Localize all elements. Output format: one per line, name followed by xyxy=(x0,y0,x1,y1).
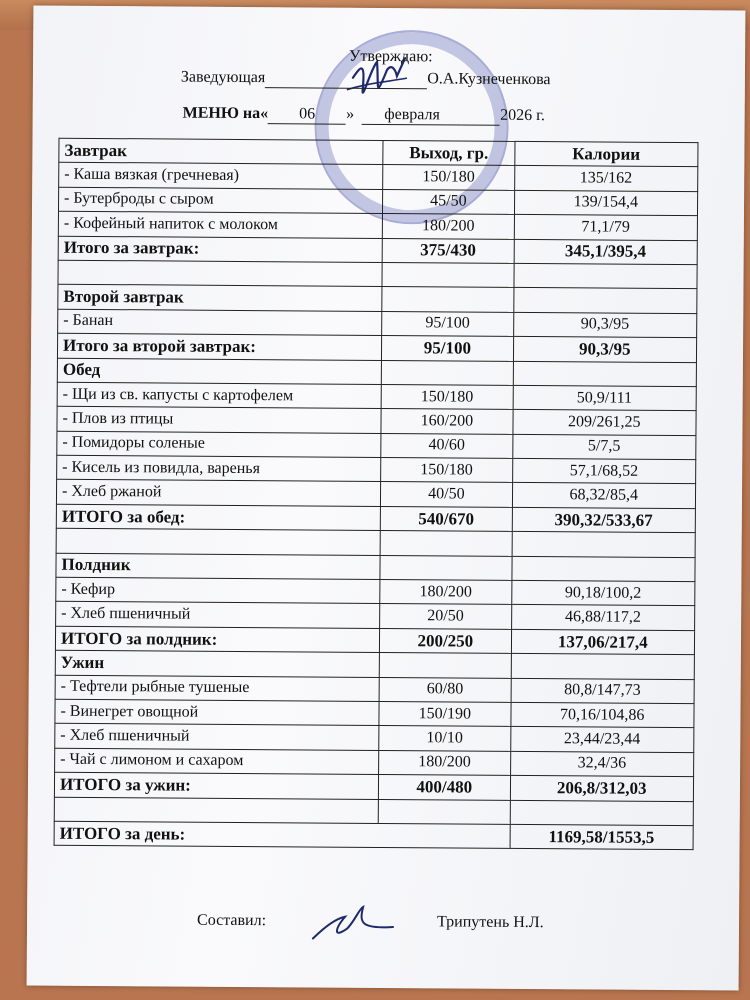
dish-calories: 1169,58/1553,5 xyxy=(510,824,694,850)
menu-table xyxy=(54,138,699,851)
dish-output: 95/100 xyxy=(382,311,514,336)
dish-name: - Винегрет овощной xyxy=(55,699,379,726)
dish-name: - Хлеб ржаной xyxy=(56,480,380,507)
author-name: Трипутень Н.Л. xyxy=(436,913,544,932)
dish-name: Завтрак xyxy=(59,138,383,165)
dish-calories: 46,88/117,2 xyxy=(511,605,695,631)
dish-name: ИТОГО за обед: xyxy=(56,504,380,531)
dish-calories: 70,16/104,86 xyxy=(510,702,694,728)
dish-output: 375/430 xyxy=(382,238,514,263)
dish-calories: 68,32/85,4 xyxy=(512,483,696,509)
quote-close: » xyxy=(346,105,355,123)
dish-calories: Калории xyxy=(514,141,698,167)
dish-calories xyxy=(513,361,697,387)
dish-output xyxy=(380,555,512,580)
dish-calories: 345,1/395,4 xyxy=(514,239,698,265)
approve-label: Утверждаю: xyxy=(349,47,433,66)
dish-name: - Хлеб пшеничный xyxy=(55,724,379,751)
dish-output: 95/100 xyxy=(382,336,514,361)
dish-name xyxy=(54,797,378,824)
dish-calories: 206,8/312,03 xyxy=(510,776,694,802)
dish-calories xyxy=(514,263,698,289)
dish-calories xyxy=(511,654,695,680)
dish-calories: 32,4/36 xyxy=(510,751,694,777)
dish-output xyxy=(379,653,511,678)
head-name: О.А.Кузнеченкова xyxy=(427,70,551,89)
dish-name: - Кефир xyxy=(56,577,380,604)
dish-calories: 390,32/533,67 xyxy=(512,507,696,533)
menu-sheet xyxy=(27,6,746,991)
dish-name: ИТОГО за день: xyxy=(54,821,510,849)
table-row xyxy=(54,821,693,850)
menu-day: 06 xyxy=(268,105,346,125)
dish-name: - Помидоры соленые xyxy=(57,431,381,458)
dish-calories: 5/7,5 xyxy=(512,434,696,460)
dish-output: 10/10 xyxy=(379,726,511,751)
dish-calories xyxy=(511,556,695,582)
signature-blank xyxy=(265,69,427,89)
approval-header xyxy=(33,6,746,141)
dish-name: - Щи из св. капусты с картофелем xyxy=(57,382,381,409)
dish-calories: 80,8/147,73 xyxy=(511,678,695,704)
dish-calories: 23,44/23,44 xyxy=(510,727,694,753)
dish-calories: 90,18/100,2 xyxy=(511,580,695,606)
dish-output xyxy=(380,531,512,556)
dish-output: 60/80 xyxy=(379,677,511,702)
dish-calories xyxy=(513,288,697,314)
dish-name: - Бутерброды с сыром xyxy=(58,187,382,214)
menu-year: 2026 г. xyxy=(500,106,545,125)
dish-output: 180/200 xyxy=(379,750,511,775)
dish-name: Второй завтрак xyxy=(58,285,382,312)
dish-output xyxy=(378,799,510,824)
dish-output: 40/50 xyxy=(381,482,513,507)
dish-output: 40/60 xyxy=(381,433,513,458)
dish-output: 45/50 xyxy=(383,189,515,214)
dish-output: 150/180 xyxy=(383,165,515,190)
footer xyxy=(27,911,739,932)
dish-name: - Хлеб пшеничный xyxy=(56,602,380,629)
dish-calories: 50,9/111 xyxy=(513,385,697,411)
dish-output: 180/200 xyxy=(380,579,512,604)
dish-name: Ужин xyxy=(55,650,379,677)
dish-name: - Тефтели рыбные тушеные xyxy=(55,675,379,702)
dish-output: 20/50 xyxy=(380,604,512,629)
dish-calories: 71,1/79 xyxy=(514,215,698,241)
dish-output: 540/670 xyxy=(380,506,512,531)
compiled-label: Составил: xyxy=(196,911,267,930)
dish-name: Итого за второй завтрак: xyxy=(57,333,381,360)
menu-month: февраля xyxy=(362,106,462,126)
dish-name: Обед xyxy=(57,358,381,385)
dish-calories: 90,3/95 xyxy=(513,312,697,338)
dish-output: 150/180 xyxy=(381,384,513,409)
dish-output: 180/200 xyxy=(383,214,515,239)
dish-output: Выход, гр. xyxy=(383,140,515,165)
dish-name xyxy=(58,260,382,287)
dish-calories: 90,3/95 xyxy=(513,337,697,363)
dish-name: - Плов из птицы xyxy=(57,406,381,433)
dish-calories xyxy=(512,532,696,558)
dish-output: 200/250 xyxy=(380,628,512,653)
head-label: Заведующая xyxy=(180,68,266,87)
dish-name: ИТОГО за ужин: xyxy=(54,772,378,799)
dish-calories: 137,06/217,4 xyxy=(511,629,695,655)
dish-output: 150/180 xyxy=(381,458,513,483)
dish-name: - Каша вязкая (гречневая) xyxy=(59,163,383,190)
dish-output: 150/190 xyxy=(379,701,511,726)
dish-output: 160/200 xyxy=(381,409,513,434)
dish-calories: 135/162 xyxy=(514,166,698,192)
menu-date-line xyxy=(183,105,545,127)
author-signature-icon xyxy=(305,898,395,949)
dish-output xyxy=(382,262,514,287)
dish-calories xyxy=(510,800,694,826)
dish-name: Итого за завтрак: xyxy=(58,236,382,263)
dish-output xyxy=(382,287,514,312)
dish-calories: 209/261,25 xyxy=(512,410,696,436)
dish-name: - Кофейный напиток с молоком xyxy=(58,211,382,238)
dish-output xyxy=(381,360,513,385)
head-line xyxy=(181,69,551,91)
dish-name: - Кисель из повидла, варенья xyxy=(57,455,381,482)
dish-name xyxy=(56,528,380,555)
dish-name: ИТОГО за полдник: xyxy=(55,626,379,653)
dish-name: Полдник xyxy=(56,553,380,580)
menu-label: МЕНЮ на« xyxy=(182,104,269,123)
dish-name: - Чай с лимоном и сахаром xyxy=(55,748,379,775)
dish-calories: 139/154,4 xyxy=(514,190,698,216)
dish-output: 400/480 xyxy=(379,775,511,800)
dish-name: - Банан xyxy=(58,309,382,336)
dish-calories: 57,1/68,52 xyxy=(512,458,696,484)
